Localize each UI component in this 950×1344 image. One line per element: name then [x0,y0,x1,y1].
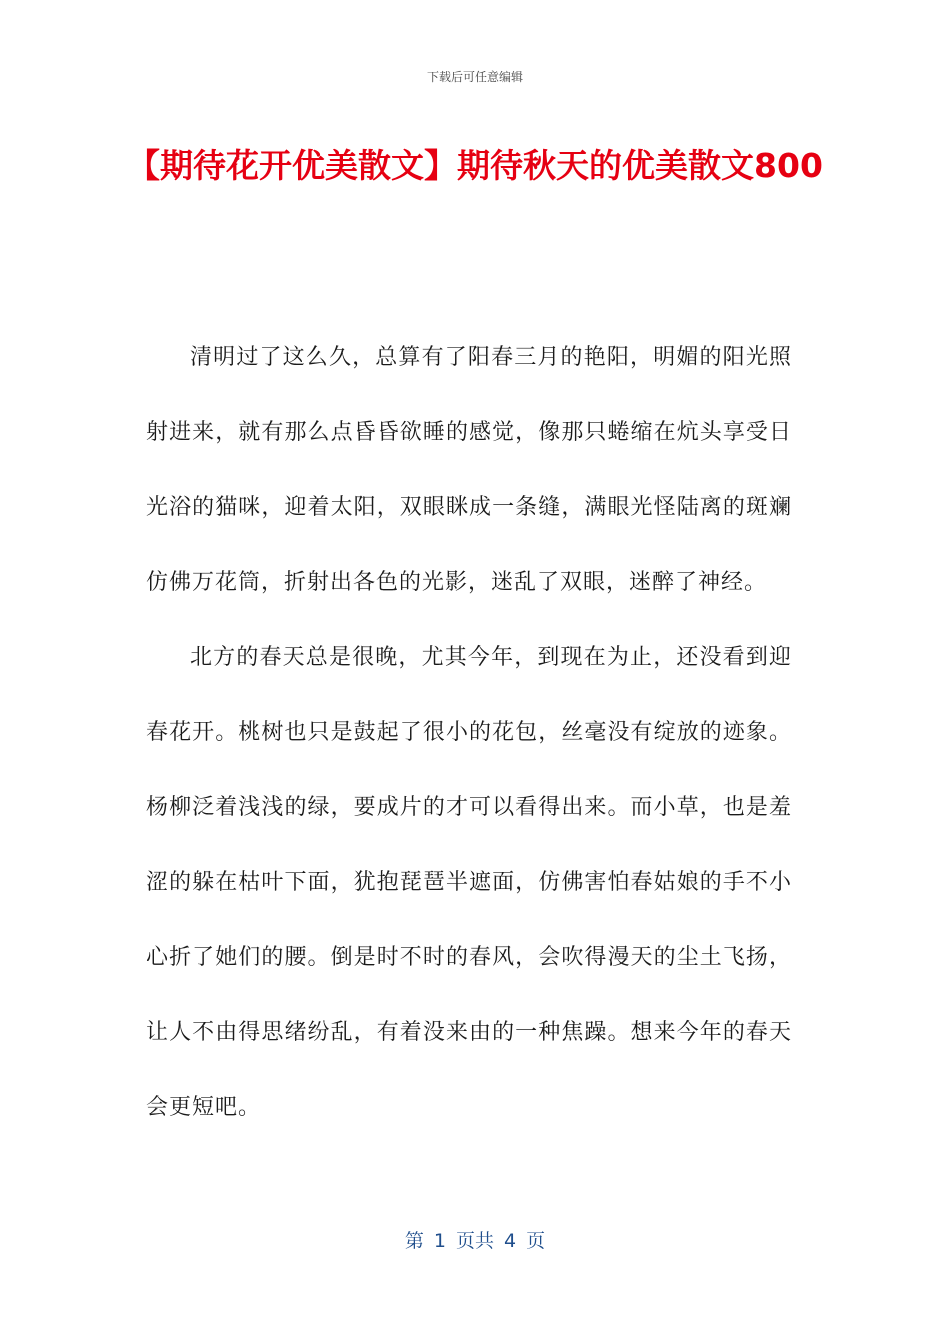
page-footer [0,1226,950,1253]
header-note: 下载后可任意编辑 [426,70,523,84]
paragraph: 北方的春天总是很晚，尤其今年，到现在为止，还没看到迎春花开。桃树也只是鼓起了很小的花包，丝毫没有绽放的迹象。杨柳泛着浅浅的绿，要成片的才可以看得出来。而小草，也是羞涩的躲在枯叶下面，犹抱琵琶半遮面，仿佛害怕春姑娘的手不小心折了她们的腰。倒是时不时的春风，会吹得漫天的尘土飞扬，让人不由得思绪纷乱，有着没来由的一种焦躁。想来今年的春天会更短吧。 [146,645,792,1120]
paragraph: 清明过了这么久，总算有了阳春三月的艳阳，明媚的阳光照射进来，就有那么点昏昏欲睡的感觉，像那只蜷缩在炕头享受日光浴的猫咪，迎着太阳，双眼眯成一条缝，满眼光怪陆离的斑斓仿佛万花筒，折射出各色的光影，迷乱了双眼，迷醉了神经。 [146,345,792,595]
page-number-text: 第 1 页共 4 页 [404,1230,546,1252]
document-title: 【期待花开优美散文】期待秋天的优美散文800 [127,146,823,185]
document-body [146,320,792,1145]
